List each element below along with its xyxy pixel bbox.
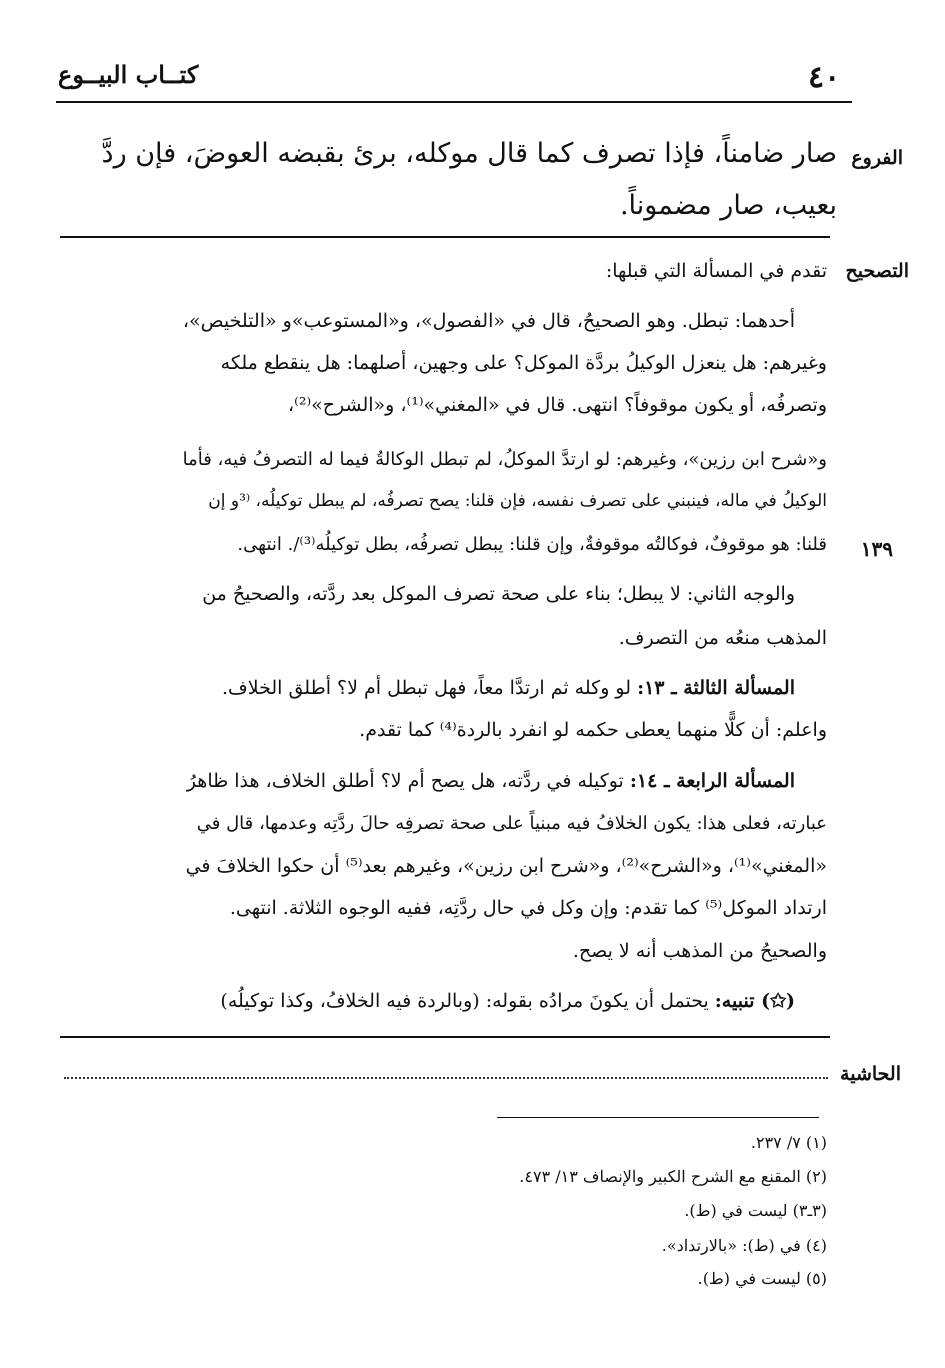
p4-line-1	[187, 770, 795, 792]
p4-text-1: توكيله في ردَّته، هل يصح أم لا؟ أطلق الخلاف، هذا ظاهرُ	[186, 770, 624, 792]
footnote-2: (٢) المقنع مع الشرح الكبير والإنصاف ١٣/ ٤٧٣.	[519, 1167, 827, 1186]
p3-line-1	[222, 677, 795, 699]
running-title: كتــاب البيــوع	[58, 60, 199, 89]
p3-line-2: واعلم: أن كلًّا منهما يعطى حكمه لو انفرد بالردة⁽⁴⁾ كما تقدم.	[359, 719, 827, 741]
section-label-furu: الفروع	[851, 147, 903, 169]
p1-line-5: الوكيلُ في ماله، فينبني على تصرف نفسه، فإن قلنا: يصح تصرفُه، لم يبطل توكيلُه، ⁽³و إن	[208, 491, 827, 511]
section-rule-2	[60, 1036, 830, 1038]
p5-text: يحتمل أن يكونَ مرادُه بقوله: (وبالردة فيه الخلافُ، وكذا توكيلُه)	[220, 990, 709, 1012]
footnote-1: (١) ٧/ ٢٣٧.	[750, 1133, 827, 1152]
furu-line-2: بعيب، صار مضموناً.	[619, 190, 837, 221]
footnote-3: (٣ـ٣) ليست في (ط).	[684, 1201, 827, 1220]
header-rule	[56, 101, 852, 103]
section-label-hashiya: الحاشية	[840, 1063, 901, 1085]
p2-line-1: والوجه الثاني: لا يبطل؛ بناء على صحة تصرف الموكل بعد ردَّته، والصحيحُ من	[202, 583, 795, 605]
p5-line	[220, 990, 795, 1012]
furu-line-1: صار ضامناً، فإذا تصرف كما قال موكله، برئ بقبضه العوضَ، فإن ردَّ	[101, 138, 837, 169]
masala-3-heading: المسألة الثالثة ـ ١٣:	[637, 677, 795, 699]
footnote-4: (٤) في (ط): «بالارتداد».	[661, 1236, 827, 1255]
masala-4-heading: المسألة الرابعة ـ ١٤:	[629, 770, 795, 792]
p4-line-3: «المغني»⁽¹⁾، و«الشرح»⁽²⁾، و«شرح ابن رزين»، وغيرهم بعد⁽⁵⁾ أن حكوا الخلافَ في	[185, 855, 827, 877]
p1-line-6: قلنا: هو موقوفٌ، فوكالتُه موقوفةٌ، وإن قلنا: يبطل تصرفُه، بطل توكيلُه⁽³⁾/. انتهى.	[237, 534, 827, 555]
tanbih-heading: (✩) تنبيه:	[714, 990, 795, 1012]
section-label-tashih: التصحيح	[845, 260, 909, 282]
tashih-intro: تقدم في المسألة التي قبلها:	[605, 260, 827, 282]
page-number: ٤٠	[808, 60, 841, 95]
margin-page-number: ١٣٩	[860, 537, 893, 561]
footnote-separator	[497, 1117, 819, 1118]
hashiya-dotted-line	[64, 1077, 828, 1079]
p1-line-2: وغيرهم: هل ينعزل الوكيلُ بردَّة الموكل؟ على وجهين، أصلهما: هل ينقطع ملكه	[220, 352, 827, 374]
section-rule-1	[60, 236, 830, 238]
p4-line-5: والصحيحُ من المذهب أنه لا يصح.	[572, 940, 827, 962]
p4-line-4: ارتداد الموكل⁽⁵⁾ كما تقدم: وإن وكل في حال ردَّتِه، ففيه الوجوه الثلاثة. انتهى.	[229, 897, 827, 919]
p1-line-1: أحدهما: تبطل. وهو الصحيحُ، قال في «الفصول»، و«المستوعب»و «التلخيص»،	[182, 310, 795, 332]
p1-line-4: و«شرح ابن رزين»، وغيرهم: لو ارتدَّ الموكلُ، لم تبطل الوكالةُ فيما له التصرفُ فيه، فأما	[182, 449, 827, 470]
footnote-5: (٥) ليست في (ط).	[697, 1269, 827, 1288]
p3-text-1: لو وكله ثم ارتدَّا معاً، فهل تبطل أم لا؟ أطلق الخلاف.	[222, 677, 632, 699]
p1-line-3: وتصرفُه، أو يكون موقوفاً؟ انتهى. قال في «المغني»⁽¹⁾، و«الشرح»⁽²⁾،	[288, 394, 827, 416]
p4-line-2: عبارته، فعلى هذا: يكون الخلافُ فيه مبنياً على صحة تصرفِه حالَ ردَّتِه وعدمها، قال في	[196, 813, 827, 834]
p2-line-2: المذهب منعُه من التصرف.	[618, 627, 827, 649]
